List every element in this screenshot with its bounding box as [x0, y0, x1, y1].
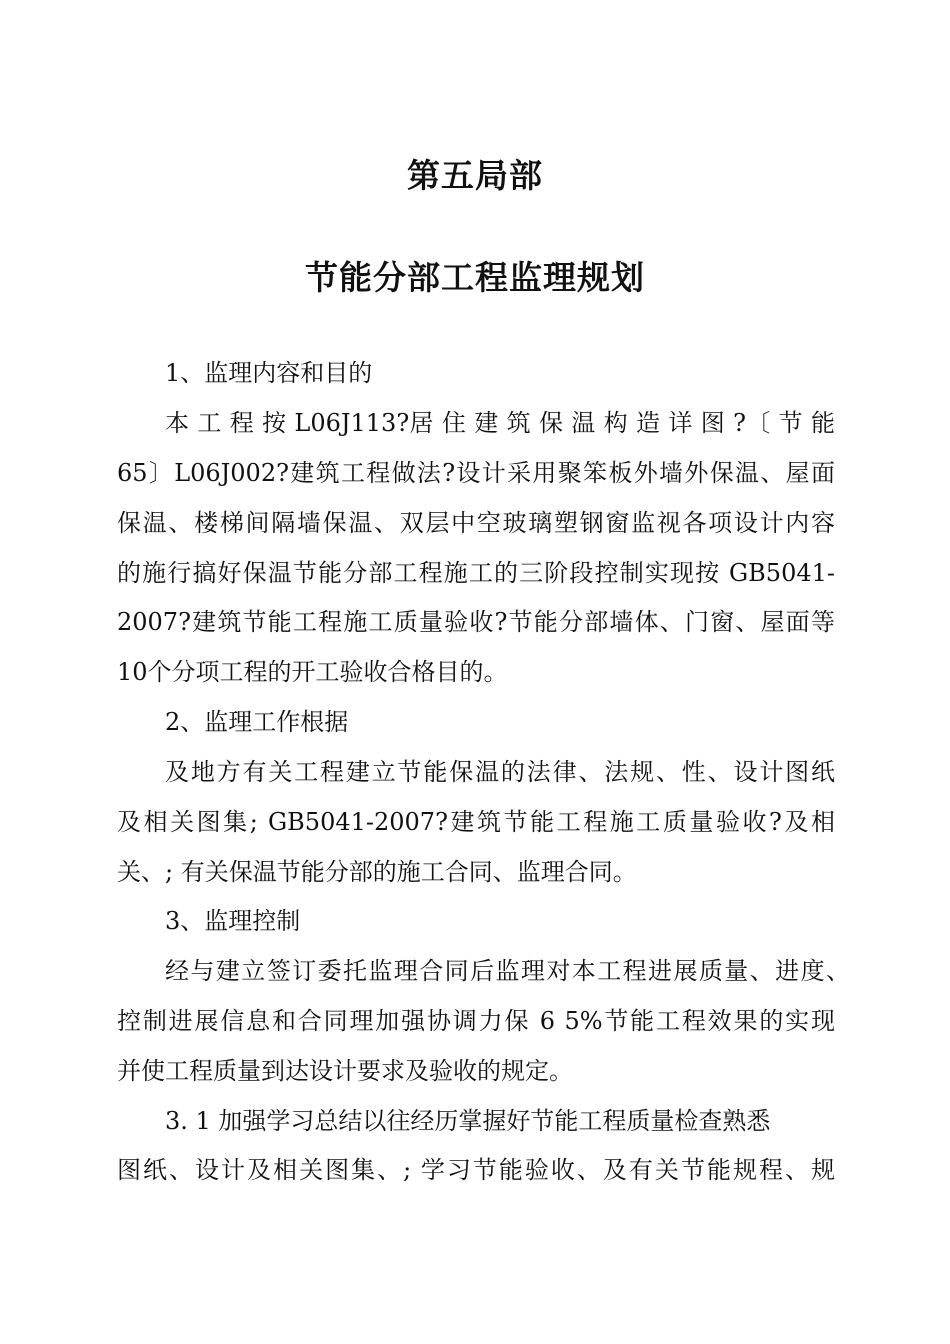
paragraph-line: 并使工程质量到达设计要求及验收的规定。 [117, 1057, 573, 1085]
paragraph-line: 的施行搞好保温节能分部工程施工的三阶段控制实现按 GB5041- [117, 559, 835, 587]
paragraph-line: 经与建立签订委托监理合同后监理对本工程进展质量、进度、 [165, 957, 850, 985]
paragraph-line: 关、; 有关保温节能分部的施工合同、监理合同。 [117, 858, 637, 886]
paragraph-line: 图纸、设计及相关图集、; 学习节能验收、及有关节能规程、规 [117, 1156, 835, 1184]
section-heading-2: 2、监理工作根据 [165, 708, 349, 736]
section-heading-3: 3、监理控制 [165, 907, 301, 935]
paragraph-line: 控制进展信息和合同理加强协调力保 6 5%节能工程效果的实现 [117, 1007, 835, 1035]
paragraph-line: 保温、楼梯间隔墙保温、双层中空玻璃塑钢窗监视各项设计内容 [117, 509, 835, 537]
subsection-line: 3. 1 加强学习总结以往经历掌握好节能工程质量检查熟悉 [165, 1107, 771, 1135]
document-title: 第五局部 [407, 156, 543, 195]
paragraph-line: 10个分项工程的开工验收合格目的。 [117, 658, 508, 686]
paragraph-line: 本 工 程 按 L06J113?居 住 建 筑 保 温 构 造 详 图 ?〔 节 能 [165, 409, 835, 437]
paragraph-line: 及相关图集; GB5041-2007?建筑节能工程施工质量验收?及相 [117, 808, 835, 836]
paragraph-line: 2007?建筑节能工程施工质量验收?节能分部墙体、门窗、屋面等 [117, 608, 835, 636]
section-heading-1: 1、监理内容和目的 [165, 359, 373, 387]
paragraph-line: 及地方有关工程建立节能保温的法律、法规、性、设计图纸 [165, 758, 835, 786]
paragraph-line: 65〕L06J002?建筑工程做法?设计采用聚笨板外墙外保温、屋面 [117, 459, 835, 487]
document-subtitle: 节能分部工程监理规划 [305, 258, 645, 297]
